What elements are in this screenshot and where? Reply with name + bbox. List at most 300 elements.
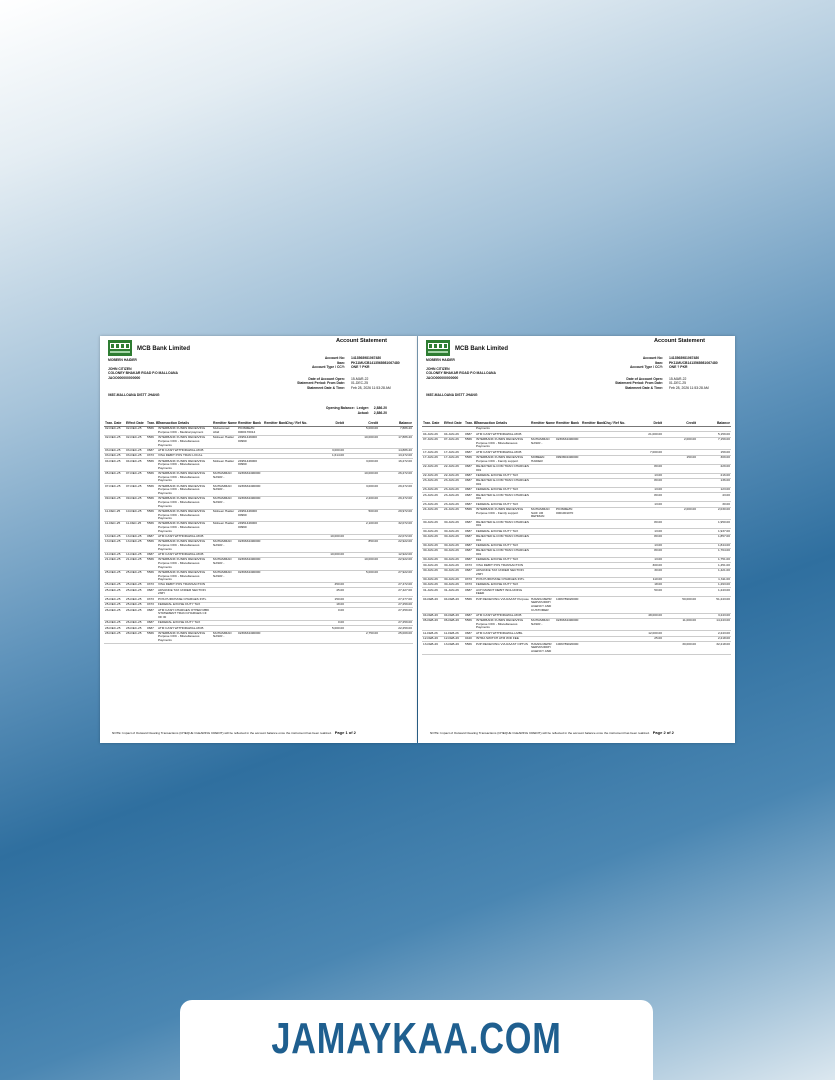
table-cell: INTERBANK FUNDS RECEIVING Purpose CDC - Medical payment [157, 427, 212, 436]
label-account-type: Account Type / CCY: [311, 365, 345, 370]
table-cell: 5566 [146, 540, 157, 553]
table-row [104, 588, 413, 597]
table-cell: 0687 [146, 552, 157, 557]
column-header: Credit [663, 420, 697, 427]
table-cell [555, 479, 581, 488]
table-cell: 2,030.00 [697, 507, 731, 520]
label-actual: Actual: [357, 410, 370, 415]
table-cell: 0687 [464, 493, 475, 502]
table-cell: 0239634490000 [237, 484, 263, 497]
table-cell: 13.00 [631, 529, 663, 534]
table-cell: 309.00 [697, 455, 731, 464]
table-row [104, 570, 413, 583]
table-cell: 0687 [464, 557, 475, 562]
account-info [270, 356, 411, 391]
table-cell: 80.00 [631, 464, 663, 473]
table-cell: MUHAMMAD NASIR - [212, 496, 237, 509]
table-cell: Muhammad Abid [212, 427, 237, 436]
account-no: 1413568981067480 [351, 356, 382, 360]
table-cell: 13-DEC-25 [104, 540, 125, 553]
table-cell [631, 437, 663, 450]
table-cell: 0.00 [313, 620, 345, 625]
table-cell: 13-DEC-25 [125, 534, 146, 539]
table-cell: 0687 [464, 613, 475, 618]
table-cell: 1,844.00 [697, 543, 731, 548]
table-cell: 3,243.00 [697, 613, 731, 618]
label-period: Statement Period: From Date: [297, 381, 345, 386]
table-cell [603, 642, 631, 655]
table-cell: 45.00 [313, 588, 345, 597]
table-cell [603, 507, 631, 520]
table-cell: 22-JAN-26 [422, 464, 443, 473]
table-cell: 32,072.00 [379, 522, 413, 535]
table-cell: 04-JAN-26 [422, 432, 443, 437]
table-cell [663, 534, 697, 543]
table-cell: 12,922.00 [379, 552, 413, 557]
table-cell: 159.00 [697, 450, 731, 455]
table-cell: 30,000.00 [663, 642, 697, 655]
table-cell: 2,218.00 [697, 636, 731, 641]
table-cell [530, 568, 555, 577]
table-cell: 1006789020000 [555, 642, 581, 655]
table-cell [285, 484, 313, 497]
table-cell: 24-JAN-26 [422, 507, 443, 520]
table-cell [663, 464, 697, 473]
table-cell: 30-JAN-26 [443, 563, 464, 568]
table-cell [581, 642, 603, 655]
table-cell: 1,857.00 [697, 534, 731, 543]
table-cell: 13-FEB-26 [422, 642, 443, 655]
table-cell [603, 548, 631, 557]
note-text: NOTE: Impact of Outward Clearing Transactions (CHEQUE CLEARING CREDIT) will be reflected in the account balance once the instrument has been realized. [112, 731, 332, 735]
table-cell: ATM CASH WITHDRAWAL-LMBL [475, 631, 530, 636]
table-cell: 2,750.00 [345, 631, 379, 644]
table-cell: MUHAMMAD NASIR - [530, 618, 555, 631]
table-cell: 0687 [464, 534, 475, 543]
table-cell: 23-JAN-26 [422, 479, 443, 488]
table-cell [631, 455, 663, 464]
table-cell [263, 496, 285, 509]
table-cell: 25-DEC-25 [104, 583, 125, 588]
table-cell: 30-JAN-26 [443, 568, 464, 577]
table-cell: 0687 [464, 543, 475, 548]
table-cell: 7,159.00 [697, 437, 731, 450]
table-cell: 0.00 [313, 608, 345, 621]
column-header: Remitter Bank [556, 421, 579, 425]
column-header: Debit [631, 420, 663, 427]
table-cell: 31-JAN-26 [422, 588, 443, 597]
table-cell [603, 534, 631, 543]
table-cell: 28-DEC-25 [104, 626, 125, 631]
table-cell: 03-DEC-25 [125, 448, 146, 453]
table-cell: FEDERAL EXCISE DUTY TAX [157, 620, 212, 625]
table-cell: 5,000.00 [345, 570, 379, 583]
table-cell: 30-JAN-26 [422, 534, 443, 543]
table-cell: MUHAMMAD NASIR - [212, 570, 237, 583]
customer-block [426, 358, 496, 380]
table-cell: 27,259.00 [379, 602, 413, 607]
table-cell: 5566 [464, 642, 475, 655]
table-cell [313, 435, 345, 448]
table-cell: 18.00 [313, 602, 345, 607]
table-cell: REJECTED E-COM TRAN CHARGES 001 [476, 464, 529, 472]
table-cell [603, 464, 631, 473]
table-cell [530, 534, 555, 543]
table-row [104, 540, 413, 553]
table-cell: 09-DEC-25 [104, 496, 125, 509]
table-cell [263, 608, 285, 621]
table-cell: 13,272.00 [379, 453, 413, 458]
table-cell: Mobeen Haider [212, 509, 237, 522]
table-cell [663, 548, 697, 557]
table-cell: 25-DEC-25 [104, 597, 125, 602]
table-cell: 0687 [146, 588, 157, 597]
table-cell: 1,937.00 [697, 529, 731, 534]
table-cell: INTERBANK FUNDS RECEIVING Purpose CDC - Miscellaneous Payments [157, 471, 212, 484]
table-cell: 0239634490000 [237, 471, 263, 484]
table-cell: 30-JAN-26 [443, 577, 464, 582]
table-cell: 04-DEC-25 [125, 459, 146, 472]
table-cell: 17-JAN-26 [443, 455, 464, 464]
table-cell: 1,243.00 [697, 588, 731, 597]
table-row [422, 597, 731, 613]
table-row [104, 557, 413, 570]
table-cell: 500.00 [345, 509, 379, 522]
table-cell: 25-DEC-25 [125, 588, 146, 597]
table-cell: P2P RECEIVING VIA RAAST Purpose [475, 597, 530, 613]
table-cell: ATM CASH WITHDRAWAL-MCB [157, 534, 212, 539]
table-cell: 0687 [464, 450, 475, 455]
table-cell: 0687 [464, 588, 475, 597]
table-cell [285, 522, 313, 535]
table-cell: 28-DEC-25 [125, 631, 146, 644]
table-cell: 30-JAN-26 [422, 529, 443, 534]
table-cell: 17-JAN-26 [443, 450, 464, 455]
table-cell: HAMZA MEHR SERVRUDDH AGENCY AND CUSTOMER [530, 597, 555, 613]
table-cell: 26-DEC-25 [125, 608, 146, 621]
table-cell: 29,272.00 [379, 484, 413, 497]
table-cell: REJECTED E-COM TRAN CHARGES 001 [476, 478, 529, 486]
table-cell [285, 631, 313, 644]
column-header: Remitter Name [213, 421, 237, 425]
table-row [422, 493, 731, 502]
table-cell: 2,243.00 [697, 631, 731, 636]
table-cell: 48,000.00 [631, 613, 663, 618]
table-cell: 30-JAN-26 [443, 543, 464, 548]
table-cell: FEDERAL EXCISE DUTY TAX [475, 583, 530, 588]
table-cell: 07-DEC-25 [125, 471, 146, 484]
table-cell [631, 597, 663, 613]
table-cell [212, 588, 237, 597]
table-cell: 80.00 [631, 548, 663, 557]
column-header: Chq / Ref No. [285, 420, 313, 427]
table-cell: 12-FEB-26 [443, 636, 464, 641]
statement-title: Account Statement [336, 338, 387, 344]
table-row [422, 568, 731, 577]
label-period: Statement Period: From Date: [615, 381, 663, 386]
table-cell: INTERBANK FUNDS RECEIVING Purpose CDC - Miscellaneous Payments [157, 540, 212, 553]
table-cell [285, 435, 313, 448]
table-cell: 5566 [146, 459, 157, 472]
table-cell: ATM CASH WITHDRAWAL-MCB [475, 613, 530, 618]
table-cell: 21,000.00 [631, 432, 663, 437]
account-no: 1413568981067480 [669, 356, 700, 360]
table-row [422, 588, 731, 597]
table-cell: 30-JAN-26 [443, 520, 464, 529]
table-cell [263, 588, 285, 597]
table-cell [663, 568, 697, 577]
table-cell: 10,000.00 [313, 552, 345, 557]
table-cell: 1,614.00 [313, 453, 345, 458]
label-account-type: Account Type / CCY: [629, 365, 663, 370]
table-cell: 31-JAN-26 [443, 588, 464, 597]
table-cell: 22,259.00 [379, 626, 413, 631]
table-cell: 0687 [464, 487, 475, 492]
customer-line: JOHN CITIZEN [108, 366, 132, 371]
table-cell [313, 427, 345, 436]
table-cell: INTERBANK FUNDS RECEIVING Purpose CDC - Miscellaneous Payments [475, 437, 530, 450]
table-cell: 2,100.00 [345, 522, 379, 535]
table-cell: 0687 [464, 473, 475, 478]
table-cell [530, 520, 555, 529]
column-header: Balance [379, 420, 413, 427]
table-row [104, 484, 413, 497]
table-cell: Mobeen Haider [212, 435, 237, 448]
table-cell [530, 479, 555, 488]
table-cell: PK36MEZN 0000170014 [237, 427, 263, 436]
table-cell: 26,272.00 [379, 471, 413, 484]
table-cell [313, 540, 345, 553]
customer-line: COLONEY BHAKAR ROAD P.O MALLOANA [108, 371, 178, 376]
table-cell: 0373 [146, 597, 157, 602]
table-cell: 12,000.00 [631, 631, 663, 636]
column-header: Chq / Ref No. [603, 420, 631, 427]
table-cell: 23-JAN-26 [422, 493, 443, 502]
table-cell: 11-FEB-26 [422, 631, 443, 636]
column-header: Remitter Bank [238, 421, 261, 425]
table-cell: 07-JAN-26 [422, 437, 443, 450]
table-cell [581, 455, 603, 464]
table-cell: 216.00 [697, 473, 731, 478]
table-row [422, 464, 731, 473]
table-cell [263, 509, 285, 522]
customer-line: JAOO000000000000 [108, 375, 141, 380]
table-cell [313, 484, 345, 497]
table-cell: 5,159.00 [697, 432, 731, 437]
column-header: Debit [313, 420, 345, 427]
table-cell: 03-DEC-25 [104, 448, 125, 453]
table-cell: 13.00 [631, 543, 663, 548]
table-cell: 30-JAN-26 [443, 529, 464, 534]
table-row [422, 479, 731, 488]
column-header: Remitter Bank [582, 421, 605, 425]
table-cell: 22-JAN-26 [443, 464, 464, 473]
table-cell: 23-JAN-26 [443, 487, 464, 492]
table-cell: 23-JAN-26 [422, 502, 443, 507]
table-cell: 0239634490000 [555, 618, 581, 631]
table-cell [285, 459, 313, 472]
table-cell: Mobeen Haider [212, 522, 237, 535]
column-header: Tran. Date [422, 420, 443, 427]
table-cell: 07-DEC-25 [125, 484, 146, 497]
table-cell: 30-JAN-26 [422, 563, 443, 568]
account-type: ONE ? PKR [669, 365, 688, 370]
table-cell: PK36MEZN 0001001070 [555, 507, 581, 520]
table-cell [263, 540, 285, 553]
table-cell: 04-JAN-26 [443, 432, 464, 437]
ledger-balance: 2,886.20 [373, 406, 387, 410]
account-info [588, 356, 729, 391]
table-cell: 25.00 [631, 636, 663, 641]
table-cell: 11-FEB-26 [443, 631, 464, 636]
table-cell: 7,886.20 [379, 427, 413, 436]
statement-note [112, 730, 356, 735]
table-cell: 80.00 [631, 479, 663, 488]
table-cell: HAMZA MEHR SERVRUDDH AGENCY AND [530, 642, 555, 655]
table-cell [530, 464, 555, 473]
column-header: Tran. Br. [465, 421, 479, 425]
table-cell [263, 557, 285, 570]
table-cell: 80.00 [631, 520, 663, 529]
table-cell [285, 557, 313, 570]
column-header: Tran. Date [104, 420, 125, 427]
table-cell: INTERBANK FUNDS RECEIVING Purpose CDC - Miscellaneous Payments [157, 509, 212, 522]
table-cell: 1,293.00 [697, 583, 731, 588]
table-cell: INTERBANK FUNDS RECEIVING Purpose CDC - Miscellaneous Payments [157, 522, 212, 535]
table-cell: 150.00 [313, 597, 345, 602]
table-cell: INTERBANK FUNDS RECEIVING Purpose CDC - Miscellaneous Payments [157, 570, 212, 583]
table-cell: FEDERAL EXCISE DUTY TAX [475, 502, 530, 507]
column-header: Effect Date [443, 420, 464, 427]
table-cell: 0239634490000 [237, 570, 263, 583]
table-cell: 5566 [146, 471, 157, 484]
table-cell [555, 534, 581, 543]
table-cell: 32,218.00 [697, 642, 731, 655]
table-cell [581, 568, 603, 577]
table-cell [663, 493, 697, 502]
table-cell: 24-JAN-26 [443, 507, 464, 520]
table-cell [345, 588, 379, 597]
table-cell: MUHAMMAD NASIR - [212, 471, 237, 484]
table-cell [313, 570, 345, 583]
customer-line: JAOO000000000000 [426, 375, 459, 380]
table-cell [285, 608, 313, 621]
table-cell: 5566 [146, 435, 157, 448]
table-cell: 30-JAN-26 [422, 543, 443, 548]
transactions-table [104, 420, 413, 644]
branch-name: 0687-MALLOANA DISTT JHANG [108, 393, 160, 397]
table-cell [237, 588, 263, 597]
table-cell: 21-DEC-25 [104, 557, 125, 570]
table-cell [581, 437, 603, 450]
table-cell: INTERBANK FUNDS RECEIVING Purpose CDC - Miscellaneous Payments [157, 459, 212, 472]
table-row [104, 471, 413, 484]
table-cell: 22,922.00 [379, 557, 413, 570]
table-row [104, 608, 413, 621]
label-account-no: Account No: [642, 356, 663, 360]
table-cell: 5566 [146, 522, 157, 535]
table-cell: 22,922.00 [379, 540, 413, 553]
table-cell: 26-DEC-25 [125, 620, 146, 625]
table-cell: 0373 [146, 453, 157, 458]
table-cell: POS PURCHASE CHARGES INTL [475, 577, 530, 582]
table-cell: 0687 [464, 631, 475, 636]
label-ledger: Ledger: [356, 406, 370, 410]
table-cell [313, 522, 345, 535]
table-cell: 02-DEC-25 [104, 427, 125, 436]
column-header: Transaction Details [475, 420, 530, 427]
table-cell: 03-DEC-25 [104, 453, 125, 458]
page-label: Page 2 of 2 [652, 730, 674, 735]
table-cell: 29,472.00 [379, 496, 413, 509]
table-cell [313, 557, 345, 570]
statement-note [430, 730, 674, 735]
table-cell [345, 608, 379, 621]
table-cell: 51,243.00 [697, 597, 731, 613]
table-cell: 1,751.00 [697, 557, 731, 562]
table-cell: 13-DEC-25 [104, 534, 125, 539]
table-cell: 28-DEC-25 [125, 626, 146, 631]
table-cell: 0687 [464, 548, 475, 557]
table-cell: 5566 [146, 484, 157, 497]
table-cell [581, 618, 603, 631]
table-cell: 150.00 [663, 455, 697, 464]
table-cell: 1,311.00 [697, 577, 731, 582]
table-cell [530, 493, 555, 502]
table-cell [581, 520, 603, 529]
table-cell: 14-DEC-25 [125, 552, 146, 557]
table-cell: 17,886.20 [379, 435, 413, 448]
table-cell: 80.00 [631, 493, 663, 502]
table-cell [530, 588, 555, 597]
table-cell: 0239634490000 [237, 540, 263, 553]
table-cell: 3,000.00 [313, 448, 345, 453]
table-cell: 0373 [464, 583, 475, 588]
table-cell: 04-FEB-26 [443, 613, 464, 618]
table-cell: 10,000.00 [313, 534, 345, 539]
table-cell: 10,000.00 [345, 557, 379, 570]
table-cell: 22-JAN-26 [422, 473, 443, 478]
mcb-logo-icon [426, 340, 450, 356]
column-header: Tran. Br. [147, 421, 161, 425]
table-cell: MUHAMMAD NASIR - [212, 557, 237, 570]
label-date-open: Date of Account Open: [626, 376, 663, 381]
table-cell: ATM CASH WITHDRAWAL-MCB [475, 450, 530, 455]
table-cell: FEDERAL EXCISE DUTY TAX [475, 529, 530, 534]
table-cell: MUHAMMAD NASIR - [530, 437, 555, 450]
table-cell [263, 570, 285, 583]
customer-line: COLONEY BHAKAR ROAD P.O MALLOANA [426, 371, 496, 376]
table-cell: INTERBANK FUNDS RECEIVING Purpose CDC - Miscellaneous Payments [157, 557, 212, 570]
table-cell: 5566 [464, 437, 475, 450]
table-cell: 5566 [464, 618, 475, 631]
note-text: NOTE: Impact of Outward Clearing Transactions (CHEQUE CLEARING CREDIT) will be reflected in the account balance once the instrument has been realized. [430, 731, 650, 735]
table-cell: 24951449000 00990 [237, 435, 263, 448]
table-cell: 04-DEC-25 [104, 459, 125, 472]
table-cell: 30-JAN-26 [422, 577, 443, 582]
bank-name: MCB Bank Limited [455, 346, 509, 352]
account-type: ONE ? PKR [351, 365, 370, 370]
table-cell: 5,000.00 [345, 427, 379, 436]
table-cell: 30-JAN-26 [422, 548, 443, 557]
table-cell: 17-JAN-26 [422, 455, 443, 464]
table-cell [263, 427, 285, 436]
table-cell [603, 588, 631, 597]
actual-balance: 2,886.20 [373, 410, 387, 415]
table-cell: 110.00 [631, 577, 663, 582]
table-cell: 14-DEC-25 [104, 552, 125, 557]
table-cell: 0373 [146, 602, 157, 607]
